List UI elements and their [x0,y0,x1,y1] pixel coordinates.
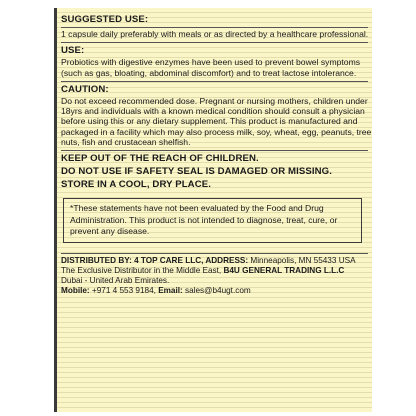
location-line: Dubai - United Arab Emirates. [61,275,170,285]
warnings-section [61,153,372,190]
mobile-label: Mobile: [61,285,90,295]
caution-text: Do not exceed recommended dose. Pregnant or nursing mothers, children under 18yrs and individuals with a known medical condition should consult a physician before using this or any dietary supplement. This product is manufactured and packaged in a facility which may also process milk, soy, wheat, egg, peanuts, tree nuts, fish and crustacean shelfish. [61,95,372,148]
seal-warning: DO NOT USE IF SAFETY SEAL IS DAMAGED OR MISSING. [61,166,332,178]
fda-disclaimer-box [63,198,362,243]
distributor-label: DISTRIBUTED BY: 4 TOP CARE LLC, ADDRESS: [61,256,249,266]
suggested-use-section [61,14,372,39]
divider [61,81,368,82]
mobile-number: +971 4 553 9184, [89,285,159,295]
exclusive-distributor-line [61,266,372,276]
contact-line [61,286,372,296]
divider [61,253,368,254]
use-heading: USE: [61,45,85,57]
suggested-use-heading: SUGGESTED USE: [61,14,368,28]
email-label: Email: [158,285,183,295]
email-address: sales@b4ugt.com [182,285,251,295]
exclusive-distributor-name: B4U GENERAL TRADING L.L.C [221,266,345,276]
fda-disclaimer-text: *These statements have not been evaluated by the Food and Drug Administration. This product is not intended to diagnose, treat, cure, or prevent any disease. [70,203,338,236]
distributor-line [61,256,372,266]
keep-out-warning: KEEP OUT OF THE REACH OF CHILDREN. [61,153,259,165]
storage-warning: STORE IN A COOL, DRY PLACE. [61,179,211,191]
suggested-use-text: 1 capsule daily preferably with meals or as directed by a healthcare professional. [61,29,369,39]
use-section [61,45,372,78]
divider [61,150,368,151]
distribution-info [61,256,372,295]
caution-heading: CAUTION: [61,83,109,95]
use-text: Probiotics with digestive enzymes have been used to prevent bowel symptoms (such as gas, bloating, abdominal discomfort) and to treat lactose intolerance. [61,57,361,78]
divider [61,42,368,43]
exclusive-distributor-text: The Exclusive Distributor in the Middle East, [61,266,222,276]
caution-section [61,84,372,147]
supplement-label-panel [54,8,372,412]
distributor-address: Minneapolis, MN 55433 USA [248,256,356,266]
